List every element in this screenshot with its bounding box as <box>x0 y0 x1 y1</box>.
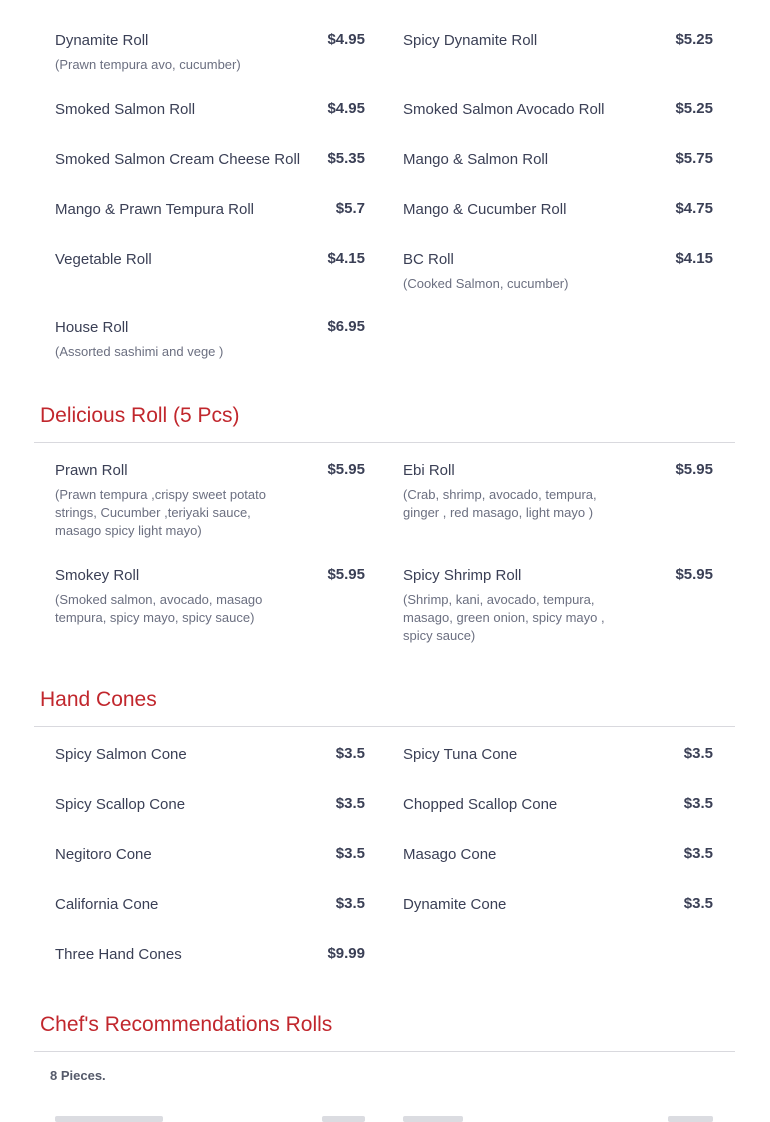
item-name: Dynamite Cone <box>403 896 507 913</box>
section-divider <box>34 1051 735 1052</box>
item-price: $4.95 <box>327 100 365 117</box>
cut-off-item-name <box>55 1116 163 1122</box>
section-title: Hand Cones <box>40 688 157 711</box>
item-name: Mango & Prawn Tempura Roll <box>55 201 254 218</box>
item-price: $4.75 <box>675 200 713 217</box>
item-name: House Roll <box>55 319 129 336</box>
item-name: Smoked Salmon Avocado Roll <box>403 101 605 118</box>
item-price: $3.5 <box>683 845 713 862</box>
item-name: Chopped Scallop Cone <box>403 796 558 813</box>
item-price: $3.5 <box>335 895 365 912</box>
item-price: $5.95 <box>675 566 713 583</box>
item-price: $9.99 <box>327 945 365 962</box>
item-price: $5.95 <box>327 566 365 583</box>
item-description: (Prawn tempura ,crispy sweet potato strings, Cucumber ,teriyaki sauce, masago spicy light mayo) <box>55 487 266 538</box>
cut-off-item-price <box>322 1116 365 1122</box>
item-price: $4.95 <box>327 31 365 48</box>
item-name: Spicy Tuna Cone <box>403 746 518 763</box>
section-divider <box>34 442 735 443</box>
item-name: Spicy Dynamite Roll <box>403 32 538 49</box>
item-price: $3.5 <box>683 795 713 812</box>
item-description: (Crab, shrimp, avocado, tempura, ginger , red masago, light mayo ) <box>403 487 597 520</box>
item-description: (Prawn tempura avo, cucumber) <box>55 57 241 72</box>
item-description: (Smoked salmon, avocado, masago tempura, spicy mayo, spicy sauce) <box>55 592 263 625</box>
item-price: $4.15 <box>327 250 365 267</box>
item-name: Spicy Salmon Cone <box>55 746 187 763</box>
item-price: $4.15 <box>675 250 713 267</box>
item-name: Prawn Roll <box>55 462 128 479</box>
cut-off-item-name <box>403 1116 463 1122</box>
item-name: Smoked Salmon Roll <box>55 101 196 118</box>
item-name: Masago Cone <box>403 846 497 863</box>
item-name: Spicy Shrimp Roll <box>403 567 522 584</box>
section-title: Chef's Recommendations Rolls <box>40 1013 333 1036</box>
item-name: Ebi Roll <box>403 462 455 479</box>
item-price: $5.75 <box>675 150 713 167</box>
item-price: $5.95 <box>675 461 713 478</box>
section-note: 8 Pieces. <box>50 1068 106 1083</box>
item-name: Vegetable Roll <box>55 251 152 268</box>
section-title: Delicious Roll (5 Pcs) <box>40 404 240 427</box>
item-name: Smoked Salmon Cream Cheese Roll <box>55 151 301 168</box>
item-name: Mango & Cucumber Roll <box>403 201 567 218</box>
item-name: BC Roll <box>403 251 454 268</box>
item-name: Mango & Salmon Roll <box>403 151 549 168</box>
item-name: Smokey Roll <box>55 567 140 584</box>
item-name: Three Hand Cones <box>55 946 182 963</box>
item-price: $3.5 <box>683 895 713 912</box>
item-description: (Shrimp, kani, avocado, tempura, masago, green onion, spicy mayo , spicy sauce) <box>403 592 605 643</box>
item-price: $5.35 <box>327 150 365 167</box>
item-name: California Cone <box>55 896 159 913</box>
item-price: $3.5 <box>335 845 365 862</box>
section-divider <box>34 726 735 727</box>
item-price: $3.5 <box>335 795 365 812</box>
item-name: Negitoro Cone <box>55 846 152 863</box>
item-price: $6.95 <box>327 318 365 335</box>
item-price: $5.95 <box>327 461 365 478</box>
item-price: $5.7 <box>335 200 365 217</box>
item-name: Dynamite Roll <box>55 32 149 49</box>
cut-off-item-price <box>668 1116 713 1122</box>
item-price: $3.5 <box>335 745 365 762</box>
item-price: $5.25 <box>675 100 713 117</box>
item-name: Spicy Scallop Cone <box>55 796 186 813</box>
item-price: $3.5 <box>683 745 713 762</box>
item-price: $5.25 <box>675 31 713 48</box>
item-description: (Cooked Salmon, cucumber) <box>403 276 569 291</box>
item-description: (Assorted sashimi and vege ) <box>55 344 224 359</box>
